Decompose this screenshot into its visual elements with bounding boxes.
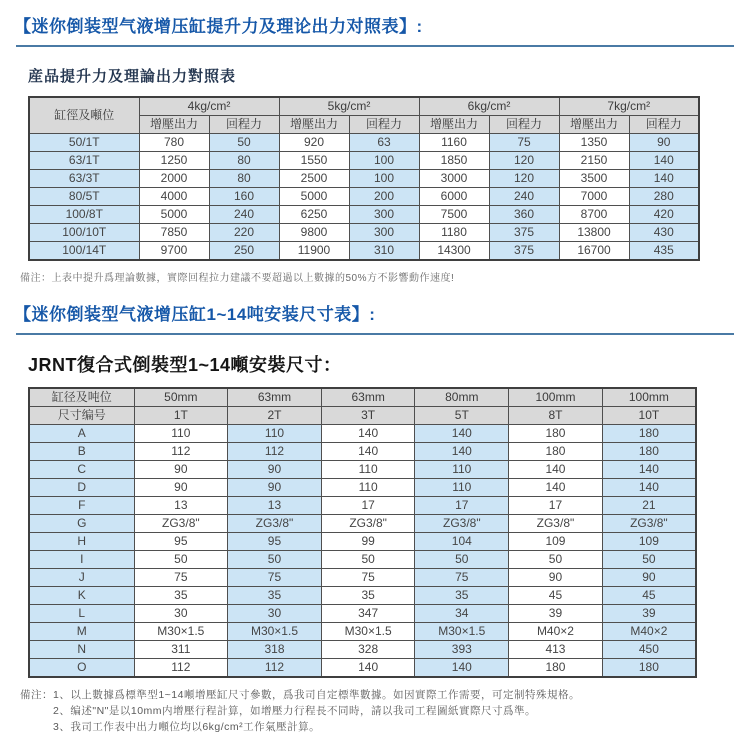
table2-header-row	[29, 388, 696, 407]
cell: 2000	[139, 170, 209, 188]
cell: 7500	[419, 206, 489, 224]
cell: 1850	[419, 152, 489, 170]
cell: 1350	[559, 134, 629, 152]
cell: 110	[415, 479, 509, 497]
cell: 1550	[279, 152, 349, 170]
cell: 45	[602, 587, 696, 605]
cell: 180	[602, 659, 696, 678]
cell: 3500	[559, 170, 629, 188]
cell: 420	[629, 206, 699, 224]
table-row	[29, 623, 696, 641]
cell: 80	[209, 170, 279, 188]
cell: 328	[321, 641, 415, 659]
cell: 375	[489, 224, 559, 242]
cell: 347	[321, 605, 415, 623]
cell: M40×2	[602, 623, 696, 641]
cell: 140	[629, 152, 699, 170]
cell: 110	[321, 461, 415, 479]
table2-header-row	[29, 407, 696, 425]
row-label: M	[29, 623, 134, 641]
cell: 180	[602, 443, 696, 461]
pressure-group-header: 4kg/cm²	[139, 97, 279, 116]
note-line: 2、编述"N"是以10mm内增壓行程計算，如增壓力行程長不同時，請以我司工程圖紙實際尺寸爲準。	[53, 705, 537, 717]
table2-notes	[20, 687, 750, 735]
cell: ZG3/8"	[321, 515, 415, 533]
header-cell: 63mm	[321, 388, 415, 407]
cell: M30×1.5	[321, 623, 415, 641]
cell: 780	[139, 134, 209, 152]
cell: 75	[321, 569, 415, 587]
table1-note: 備注：上表中提升爲理論數據，實際回程拉力建議不要超過以上數據的50%方不影響動作速度!	[20, 273, 455, 284]
cell: 310	[349, 242, 419, 261]
cell: 7000	[559, 188, 629, 206]
header-cell: 63mm	[228, 388, 322, 407]
table-row	[29, 134, 699, 152]
table-row	[29, 533, 696, 551]
cell: 311	[134, 641, 228, 659]
cell: 180	[509, 443, 603, 461]
cell: 75	[489, 134, 559, 152]
table-row	[29, 224, 699, 242]
cell: 300	[349, 224, 419, 242]
cell: 104	[415, 533, 509, 551]
cell: 120	[489, 152, 559, 170]
header-cell: 100mm	[509, 388, 603, 407]
cell: 17	[509, 497, 603, 515]
cell: 1250	[139, 152, 209, 170]
row-label: I	[29, 551, 134, 569]
cell: 140	[321, 443, 415, 461]
table2-caption: JRNT復合式倒裝型1~14噸安裝尺寸：	[28, 355, 342, 375]
cell: 90	[602, 569, 696, 587]
table-row	[29, 659, 696, 678]
header-label: 缸径及吨位	[29, 388, 134, 407]
return-force-header: 回程力	[209, 116, 279, 134]
cell: ZG3/8"	[509, 515, 603, 533]
cell: 90	[509, 569, 603, 587]
cell: 17	[415, 497, 509, 515]
return-force-header: 回程力	[349, 116, 419, 134]
cell: 5000	[279, 188, 349, 206]
cell: 450	[602, 641, 696, 659]
cell: 112	[228, 659, 322, 678]
cell: 35	[321, 587, 415, 605]
cell: 140	[602, 479, 696, 497]
cell: ZG3/8"	[602, 515, 696, 533]
row-label: K	[29, 587, 134, 605]
cell: 160	[209, 188, 279, 206]
cell: 95	[134, 533, 228, 551]
cell: 75	[228, 569, 322, 587]
cell: 13800	[559, 224, 629, 242]
row-label: O	[29, 659, 134, 678]
cell: 8700	[559, 206, 629, 224]
output-force-table	[28, 96, 700, 261]
cell: 39	[509, 605, 603, 623]
cell: 45	[509, 587, 603, 605]
row-label: N	[29, 641, 134, 659]
table1-corner-header: 缸徑及噸位	[29, 97, 139, 134]
table-row	[29, 641, 696, 659]
cell: 300	[349, 206, 419, 224]
cell: 140	[509, 479, 603, 497]
table-row	[29, 605, 696, 623]
table-row	[29, 479, 696, 497]
cell: 3000	[419, 170, 489, 188]
cell: 50	[209, 134, 279, 152]
cell: 120	[489, 170, 559, 188]
table-row	[29, 569, 696, 587]
cell: 17	[321, 497, 415, 515]
cell: 109	[602, 533, 696, 551]
cell: 34	[415, 605, 509, 623]
cell: 140	[602, 461, 696, 479]
row-label: 100/14T	[29, 242, 139, 261]
cell: 2500	[279, 170, 349, 188]
cell: 110	[321, 479, 415, 497]
table1-caption: 産品提升力及理論出力對照表	[28, 68, 237, 85]
cell: 90	[134, 461, 228, 479]
cell: 393	[415, 641, 509, 659]
cell: 240	[209, 206, 279, 224]
cell: M40×2	[509, 623, 603, 641]
table-row	[29, 443, 696, 461]
row-label: 80/5T	[29, 188, 139, 206]
pressure-group-header: 6kg/cm²	[419, 97, 559, 116]
cell: 9800	[279, 224, 349, 242]
row-label: F	[29, 497, 134, 515]
cell: 90	[228, 461, 322, 479]
cell: 140	[415, 443, 509, 461]
table-row	[29, 152, 699, 170]
cell: ZG3/8"	[228, 515, 322, 533]
table-row	[29, 242, 699, 261]
note-line: 3、我司工作表中出力噸位均以6kg/cm²工作氣壓計算。	[53, 721, 321, 733]
cell: 435	[629, 242, 699, 261]
cell: 112	[134, 443, 228, 461]
cell: 14300	[419, 242, 489, 261]
cell: 100	[349, 170, 419, 188]
boost-output-header: 增壓出力	[279, 116, 349, 134]
row-label: 50/1T	[29, 134, 139, 152]
cell: 180	[509, 659, 603, 678]
cell: 75	[134, 569, 228, 587]
section2-title: 【迷你倒装型气液增压缸1~14吨安装尺寸表】:	[14, 305, 376, 324]
cell: 280	[629, 188, 699, 206]
table-row	[29, 188, 699, 206]
cell: 50	[509, 551, 603, 569]
header-cell: 2T	[228, 407, 322, 425]
cell: 240	[489, 188, 559, 206]
header-cell: 3T	[321, 407, 415, 425]
cell: 80	[209, 152, 279, 170]
header-cell: 5T	[415, 407, 509, 425]
table1-head	[29, 97, 699, 134]
row-label: 63/1T	[29, 152, 139, 170]
cell: 318	[228, 641, 322, 659]
cell: 100	[349, 152, 419, 170]
cell: 7850	[139, 224, 209, 242]
cell: 21	[602, 497, 696, 515]
cell: 75	[415, 569, 509, 587]
table-row	[29, 461, 696, 479]
header-cell: 50mm	[134, 388, 228, 407]
cell: 6250	[279, 206, 349, 224]
note-line: 備注：1、以上數據爲標準型1~14噸增壓缸尺寸參數，爲我司自定標準數據。如因實際工作需要，可定制特殊規格。	[20, 689, 580, 701]
cell: 430	[629, 224, 699, 242]
cell: 110	[415, 461, 509, 479]
cell: 140	[629, 170, 699, 188]
row-label: B	[29, 443, 134, 461]
cell: 180	[602, 425, 696, 443]
table-row	[29, 170, 699, 188]
cell: 140	[415, 659, 509, 678]
section1-divider	[16, 45, 734, 47]
cell: 180	[509, 425, 603, 443]
cell: 16700	[559, 242, 629, 261]
return-force-header: 回程力	[629, 116, 699, 134]
boost-output-header: 增壓出力	[559, 116, 629, 134]
cell: 11900	[279, 242, 349, 261]
cell: 99	[321, 533, 415, 551]
cell: 5000	[139, 206, 209, 224]
cell: 39	[602, 605, 696, 623]
cell: 109	[509, 533, 603, 551]
cell: 50	[134, 551, 228, 569]
cell: 9700	[139, 242, 209, 261]
cell: 30	[228, 605, 322, 623]
cell: M30×1.5	[228, 623, 322, 641]
row-label: 100/8T	[29, 206, 139, 224]
cell: 1160	[419, 134, 489, 152]
cell: 35	[415, 587, 509, 605]
cell: 140	[509, 461, 603, 479]
cell: 140	[321, 659, 415, 678]
cell: 140	[415, 425, 509, 443]
row-label: L	[29, 605, 134, 623]
row-label: 100/10T	[29, 224, 139, 242]
row-label: J	[29, 569, 134, 587]
section1-title: 【迷你倒装型气液增压缸提升力及理论出力对照表】:	[14, 17, 423, 36]
cell: M30×1.5	[134, 623, 228, 641]
header-cell: 80mm	[415, 388, 509, 407]
row-label: C	[29, 461, 134, 479]
row-label: 63/3T	[29, 170, 139, 188]
cell: 112	[228, 443, 322, 461]
cell: 50	[415, 551, 509, 569]
cell: 63	[349, 134, 419, 152]
cell: 50	[602, 551, 696, 569]
cell: 110	[228, 425, 322, 443]
dimensions-table	[28, 387, 697, 678]
table-row	[29, 515, 696, 533]
table2-body	[29, 425, 696, 678]
header-cell: 10T	[602, 407, 696, 425]
cell: 4000	[139, 188, 209, 206]
cell: 920	[279, 134, 349, 152]
section2-divider	[16, 333, 734, 335]
cell: ZG3/8"	[134, 515, 228, 533]
pressure-group-header: 7kg/cm²	[559, 97, 699, 116]
cell: 413	[509, 641, 603, 659]
cell: 200	[349, 188, 419, 206]
table-row	[29, 425, 696, 443]
cell: 50	[228, 551, 322, 569]
cell: 1180	[419, 224, 489, 242]
cell: 50	[321, 551, 415, 569]
cell: 250	[209, 242, 279, 261]
pressure-group-header: 5kg/cm²	[279, 97, 419, 116]
cell: 35	[134, 587, 228, 605]
row-label: H	[29, 533, 134, 551]
row-label: A	[29, 425, 134, 443]
header-cell: 100mm	[602, 388, 696, 407]
table-row	[29, 587, 696, 605]
row-label: G	[29, 515, 134, 533]
cell: 90	[228, 479, 322, 497]
table2-head	[29, 388, 696, 425]
cell: 35	[228, 587, 322, 605]
table1-header-groups-row	[29, 97, 699, 116]
cell: 90	[134, 479, 228, 497]
cell: 112	[134, 659, 228, 678]
cell: 90	[629, 134, 699, 152]
header-label: 尺寸编号	[29, 407, 134, 425]
cell: 30	[134, 605, 228, 623]
table1-body	[29, 134, 699, 261]
header-cell: 1T	[134, 407, 228, 425]
cell: 140	[321, 425, 415, 443]
cell: 110	[134, 425, 228, 443]
table-row	[29, 551, 696, 569]
cell: 360	[489, 206, 559, 224]
boost-output-header: 增壓出力	[139, 116, 209, 134]
cell: 13	[134, 497, 228, 515]
cell: 95	[228, 533, 322, 551]
cell: 2150	[559, 152, 629, 170]
cell: M30×1.5	[415, 623, 509, 641]
table-row	[29, 497, 696, 515]
cell: 13	[228, 497, 322, 515]
table-row	[29, 206, 699, 224]
row-label: D	[29, 479, 134, 497]
cell: 220	[209, 224, 279, 242]
cell: 6000	[419, 188, 489, 206]
return-force-header: 回程力	[489, 116, 559, 134]
header-cell: 8T	[509, 407, 603, 425]
cell: 375	[489, 242, 559, 261]
boost-output-header: 增壓出力	[419, 116, 489, 134]
cell: ZG3/8"	[415, 515, 509, 533]
